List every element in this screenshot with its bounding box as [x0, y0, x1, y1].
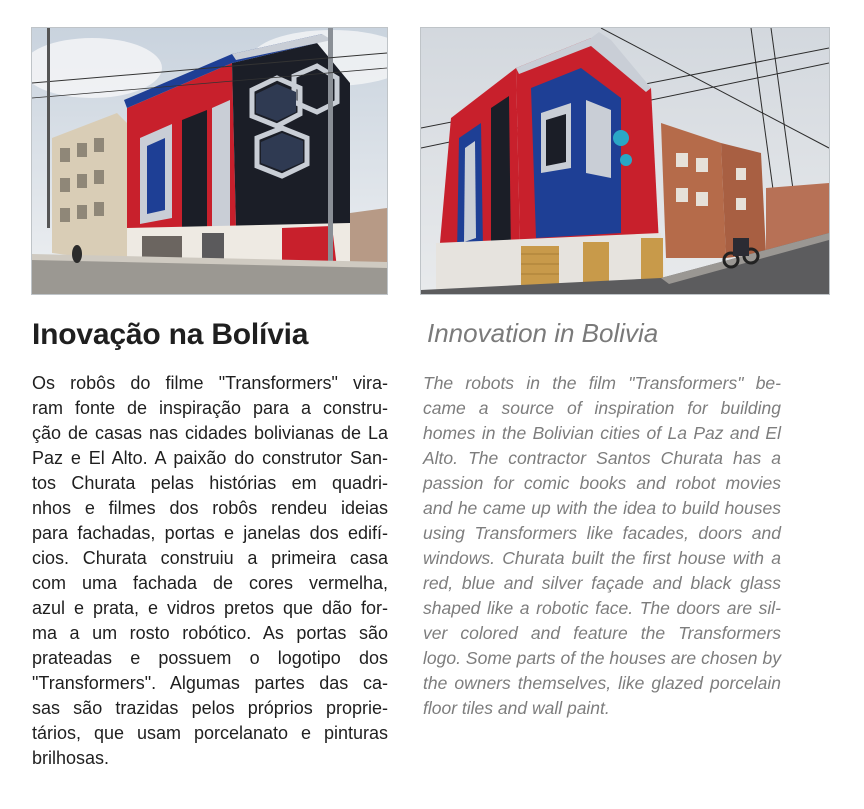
- article-title-english: Innovation in Bolivia: [427, 318, 659, 348]
- body-line: logo. Some parts of the houses are chosen by: [423, 648, 781, 668]
- body-line: "Transformers". Algumas partes das ca-: [32, 673, 388, 693]
- body-line: Alto. The contractor Santos Churata has a: [423, 448, 781, 468]
- body-line: The robots in the film "Transformers" be-: [423, 373, 781, 393]
- body-line: came a source of inspiration for building: [423, 398, 781, 418]
- body-line: ram fonte de inspiração para a constru-: [32, 398, 388, 418]
- body-line: floor tiles and wall paint.: [423, 698, 610, 718]
- building-photo-illustration: [32, 28, 387, 294]
- body-line: and he came up with the idea to build houses: [423, 498, 781, 518]
- body-line: passion for comic books and robot movies: [423, 473, 781, 493]
- body-line: ma a um rosto robótico. As portas são: [32, 623, 388, 643]
- body-line: Paz e El Alto. A paixão do construtor San-: [32, 448, 388, 468]
- body-line: ção de casas nas cidades bolivianas de La: [32, 423, 388, 443]
- body-line: para fachadas, portas e janelas dos edifí-: [32, 523, 388, 543]
- body-line: nhos e filmes dos robôs rendeu ideias: [32, 498, 388, 518]
- body-line: red, blue and silver façade and black glass: [423, 573, 781, 593]
- body-line: prateadas e possuem o logotipo dos: [32, 648, 388, 668]
- photo-transformers-building-right: [420, 27, 830, 295]
- body-line: azul e prata, e vidros pretos que dão for-: [32, 598, 388, 618]
- body-line: Os robôs do filme "Transformers" vira-: [32, 373, 388, 393]
- photo-transformers-building-left: [31, 27, 388, 295]
- body-line: windows. Churata built the first house with a: [423, 548, 781, 568]
- article-body-portuguese: [32, 371, 388, 771]
- article-body-english: [423, 371, 781, 721]
- body-line: brilhosas.: [32, 748, 110, 768]
- body-line: shaped like a robotic face. The doors are sil-: [423, 598, 781, 618]
- body-line: tos Churata pelas histórias em quadri-: [32, 473, 388, 493]
- body-line: com uma fachada de cores vermelha,: [32, 573, 388, 593]
- body-line: ver colored and feature the Transformers: [423, 623, 781, 643]
- body-line: sas são trazidas pelos próprios proprie-: [32, 698, 388, 718]
- body-line: tários, que usam porcelanato e pinturas: [32, 723, 388, 743]
- body-line: cios. Churata construiu a primeira casa: [32, 548, 388, 568]
- body-line: homes in the Bolivian cities of La Paz and El: [423, 423, 781, 443]
- body-line: using Transformers like facades, doors and: [423, 523, 781, 543]
- body-line: the owners themselves, like glazed porcelain: [423, 673, 781, 693]
- article-title-portuguese: Inovação na Bolívia: [32, 318, 309, 351]
- building-photo-illustration: [421, 28, 829, 294]
